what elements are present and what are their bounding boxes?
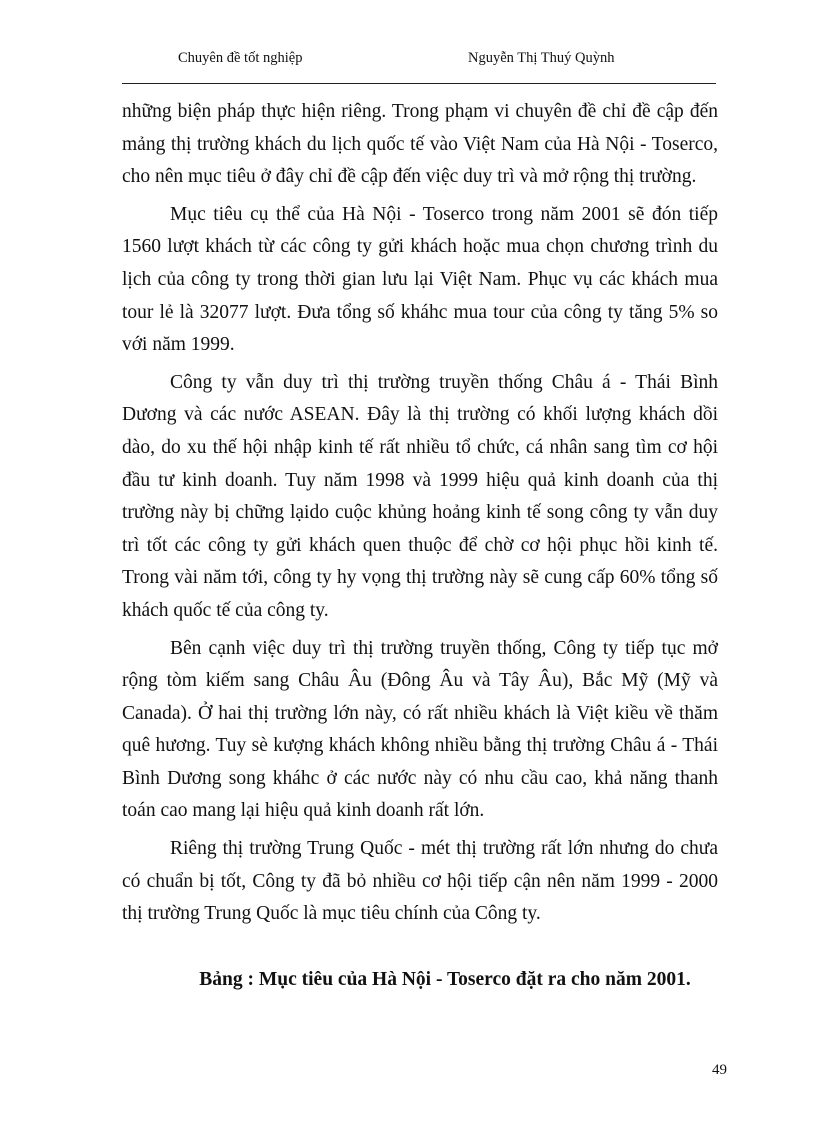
header-divider xyxy=(122,83,716,84)
paragraph-2: Mục tiêu cụ thể của Hà Nội - Toserco trong năm 2001 sẽ đón tiếp 1560 lượt khách từ các công ty gửi khách hoặc mua chọn chương trình du lịch của công ty trong thời gian lưu lại Việt Nam. Phục vụ các khách mua tour lẻ là 32077 lượt. Đưa tổng số kháhc mua tour của công ty tăng 5% so với năm 1999. xyxy=(122,203,718,356)
paragraph-1: những biện pháp thực hiện riêng. Trong phạm vi chuyên đề chỉ đề cập đến mảng thị trường khách du lịch quốc tế vào Việt Nam của Hà Nội - Toserco, cho nên mục tiêu ở đây chỉ đề cập đến việc duy trì và mở rộng thị trường. xyxy=(122,101,718,188)
paragraph-3: Công ty vẫn duy trì thị trường truyền thống Châu á - Thái Bình Dương và các nước ASEAN. Đây là thị trường có khối lượng khách dồi dào, do xu thế hội nhập kinh tế rất nhiều tổ chức, cá nhân sang tìm cơ hội đầu tư kinh doanh. Tuy năm 1998 và 1999 hiệu quả kinh doanh của thị trường này bị chững lạido cuộc khủng hoảng kinh tế song công ty vẫn duy trì tốt các công ty gửi khách quen thuộc để chờ cơ hội phục hồi kinh tế. Trong vài năm tới, công ty hy vọng thị trường này sẽ cung cấp 60% tổng số khách quốc tế của công ty. xyxy=(122,371,718,621)
page-number: 49 xyxy=(712,1062,727,1078)
table-caption: Bảng : Mục tiêu của Hà Nội - Toserco đặt ra cho năm 2001. xyxy=(199,969,691,990)
header-document-type: Chuyên đề tốt nghiệp xyxy=(178,50,303,66)
running-header xyxy=(178,50,738,72)
body-text xyxy=(122,96,718,936)
paragraph-4: Bên cạnh việc duy trì thị trường truyền thống, Công ty tiếp tục mở rộng tòm kiếm sang Châu Âu (Đông Âu và Tây Âu), Bắc Mỹ (Mỹ và Canada). Ở hai thị trường lớn này, có rất nhiều khách là Việt kiều về thăm quê hương. Tuy sè kượng khách không nhiều bằng thị trường Châu á - Thái Bình Dương song kháhc ở các nước này có nhu cầu cao, khả năng thanh toán cao mang lại hiệu quả kinh doanh rất lớn. xyxy=(122,637,718,822)
paragraph-5: Riêng thị trường Trung Quốc - mét thị trường rất lớn nhưng do chưa có chuẩn bị tốt, Công ty đã bỏ nhiều cơ hội tiếp cận nên năm 1999 - 2000 thị trường Trung Quốc là mục tiêu chính của Công ty. xyxy=(122,838,718,925)
header-author-name: Nguyễn Thị Thuý Quỳnh xyxy=(468,50,615,66)
